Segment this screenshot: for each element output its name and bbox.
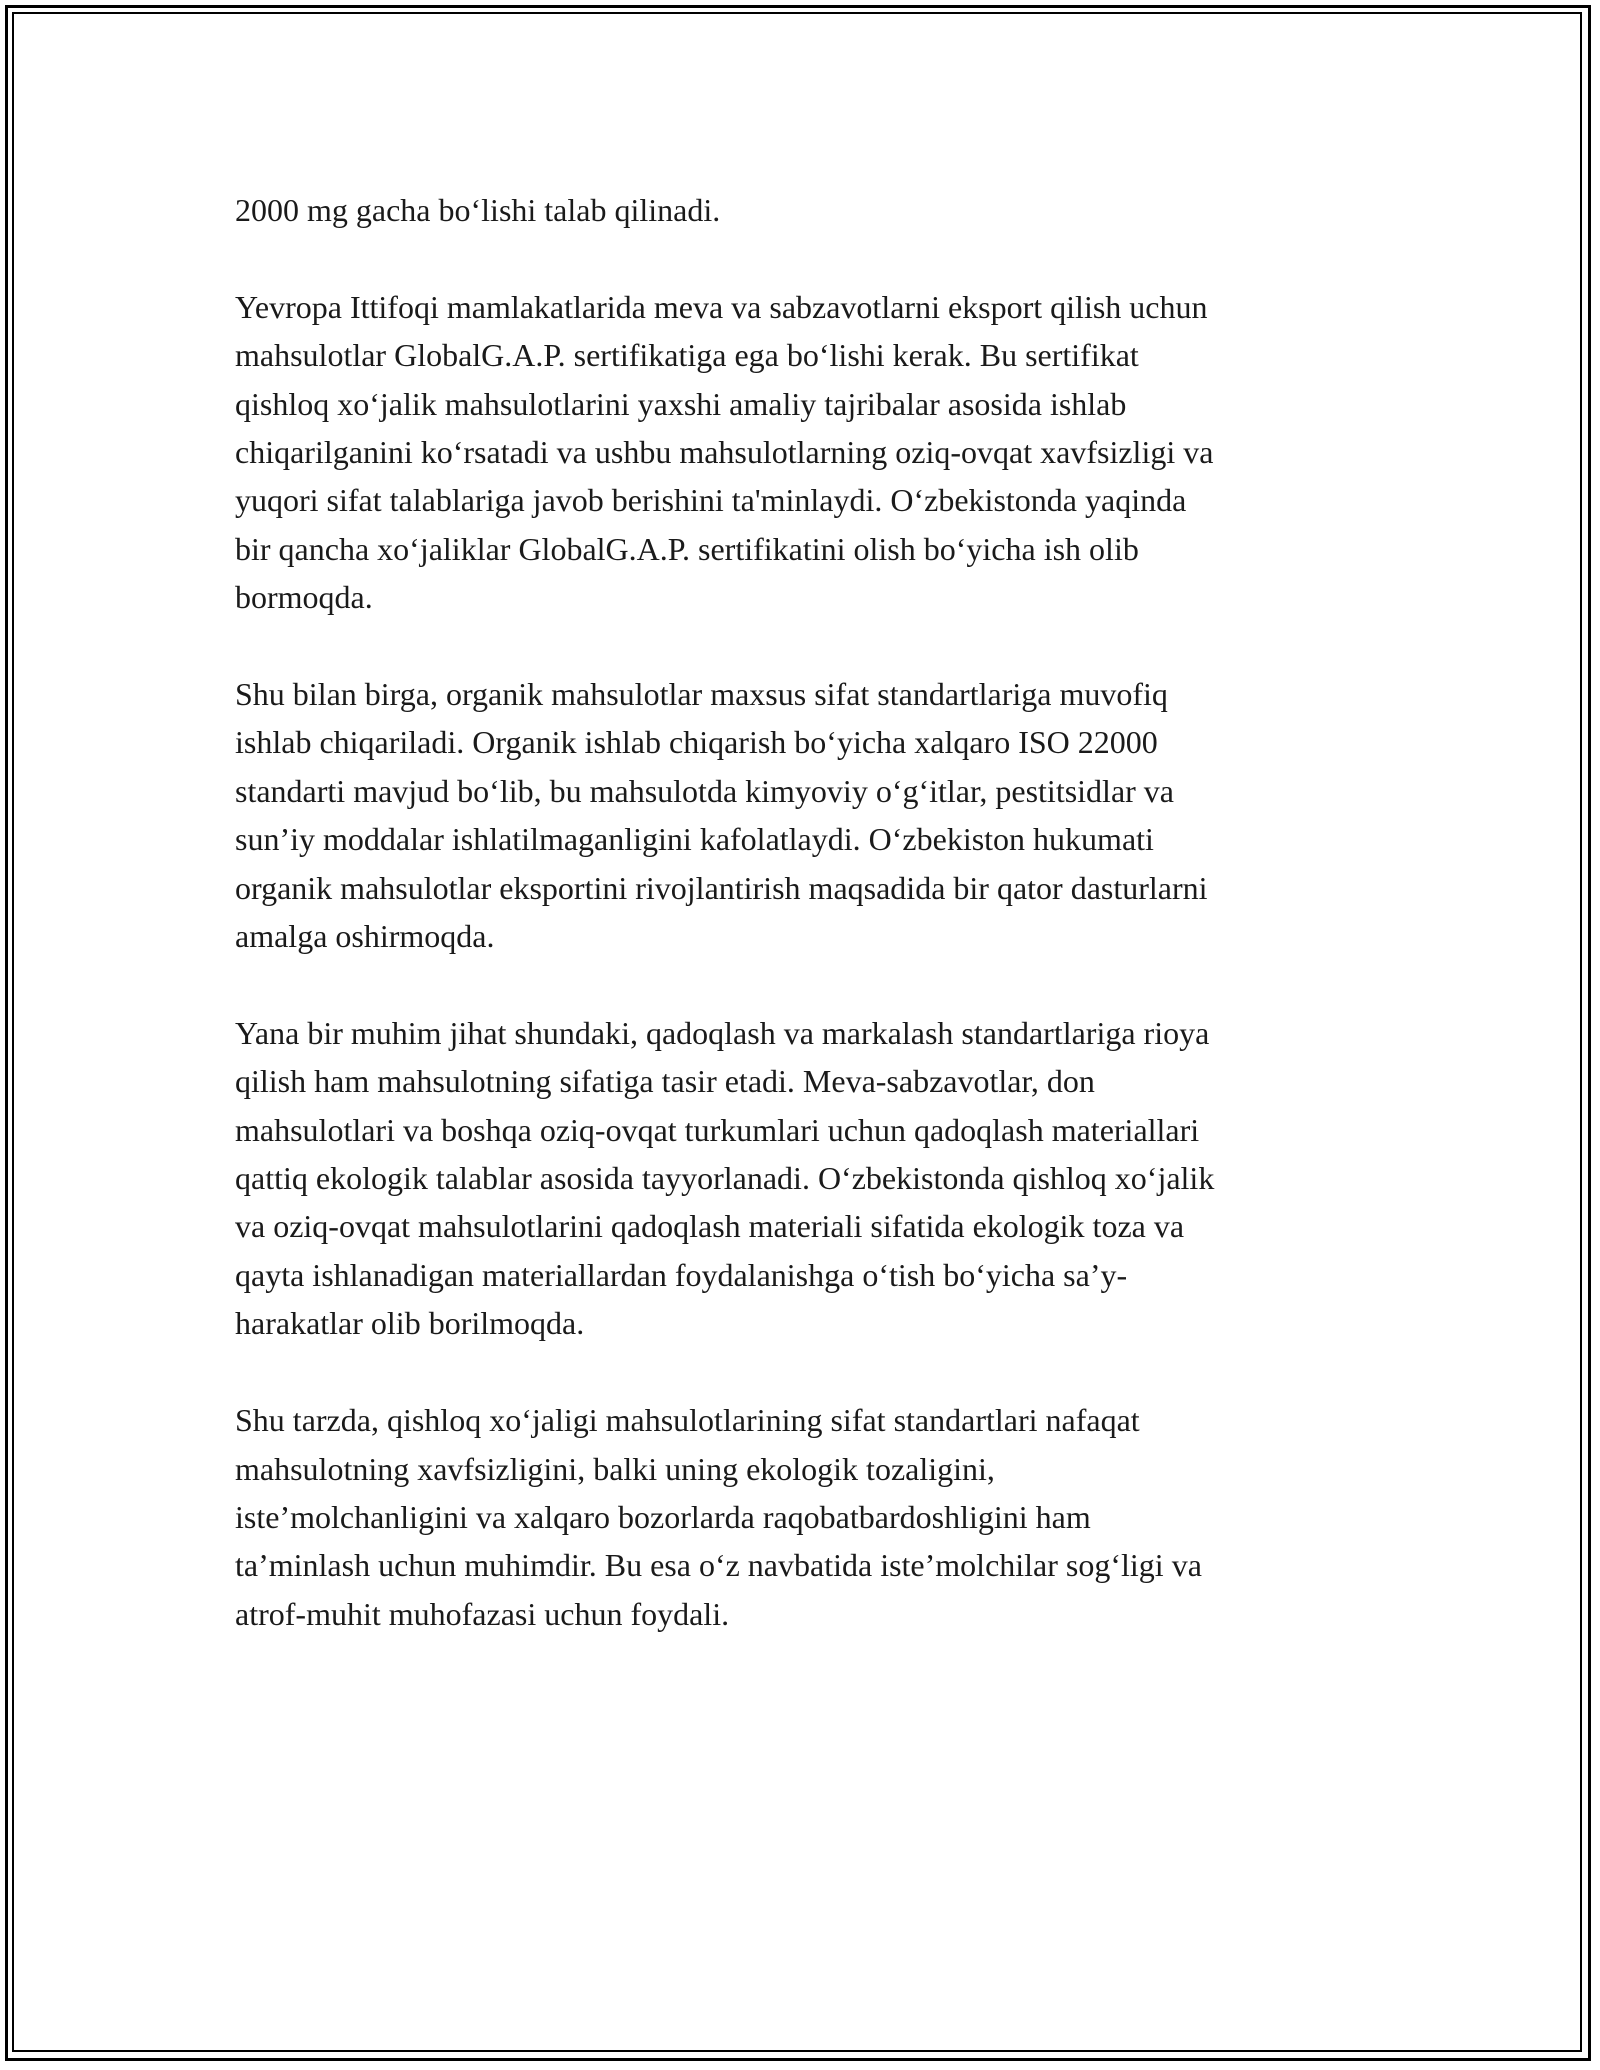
- paragraph-2: Yevropa Ittifoqi mamlakatlarida meva va sabzavotlarni eksport qilish uchun mahsulotlar GlobalG.A.P. sertifikatiga ega bo‘lishi kerak. Bu sertifikat qishloq xo‘jalik mahsulotlarini yaxshi amaliy tajribalar asosida ishlab chiqarilganini ko‘rsatadi va ushbu mahsulotlarning oziq-ovqat xavfsizligi va yuqori sifat talablariga javob berishini ta'minlaydi. O‘zbekistonda yaqinda bir qancha xo‘jaliklar GlobalG.A.P. sertifikatini olish bo‘yicha ish olib bormoqda.: [235, 288, 1214, 616]
- paragraph-1: 2000 mg gacha bo‘lishi talab qilinadi.: [235, 192, 721, 228]
- page-content: [235, 186, 1370, 1687]
- paragraph-4: Yana bir muhim jihat shundaki, qadoqlash va markalash standartlariga rioya qilish ham mahsulotning sifatiga tasir etadi. Meva-sabzavotlar, don mahsulotlari va boshqa oziq-ovqat turkumlari uchun qadoqlash materiallari qattiq ekologik talablar asosida tayyorlanadi. O‘zbekistonda qishloq xo‘jalik va oziq-ovqat mahsulotlarini qadoqlash materiali sifatida ekologik toza va qayta ishlanadigan materiallardan foydalanishga o‘tish bo‘yicha sa’y- harakatlar olib borilmoqda.: [235, 1014, 1215, 1342]
- paragraph-5: Shu tarzda, qishloq xo‘jaligi mahsulotlarining sifat standartlari nafaqat mahsulotning xavfsizligini, balki uning ekologik tozaligini, iste’molchanligini va xalqaro bozorlarda raqobatbardoshligini ham ta’minlash uchun muhimdir. Bu esa o‘z navbatida iste’molchilar sog‘ligi va atrof-muhit muhofazasi uchun foydali.: [235, 1402, 1202, 1632]
- paragraph-3: Shu bilan birga, organik mahsulotlar maxsus sifat standartlariga muvofiq ishlab chiqariladi. Organik ishlab chiqarish bo‘yicha xalqaro ISO 22000 standarti mavjud bo‘lib, bu mahsulotda kimyoviy o‘g‘itlar, pestitsidlar va sun’iy moddalar ishlatilmaganligini kafolatlaydi. O‘zbekiston hukumati organik mahsulotlar eksportini rivojlantirish maqsadida bir qator dasturlarni amalga oshirmoqda.: [235, 676, 1208, 955]
